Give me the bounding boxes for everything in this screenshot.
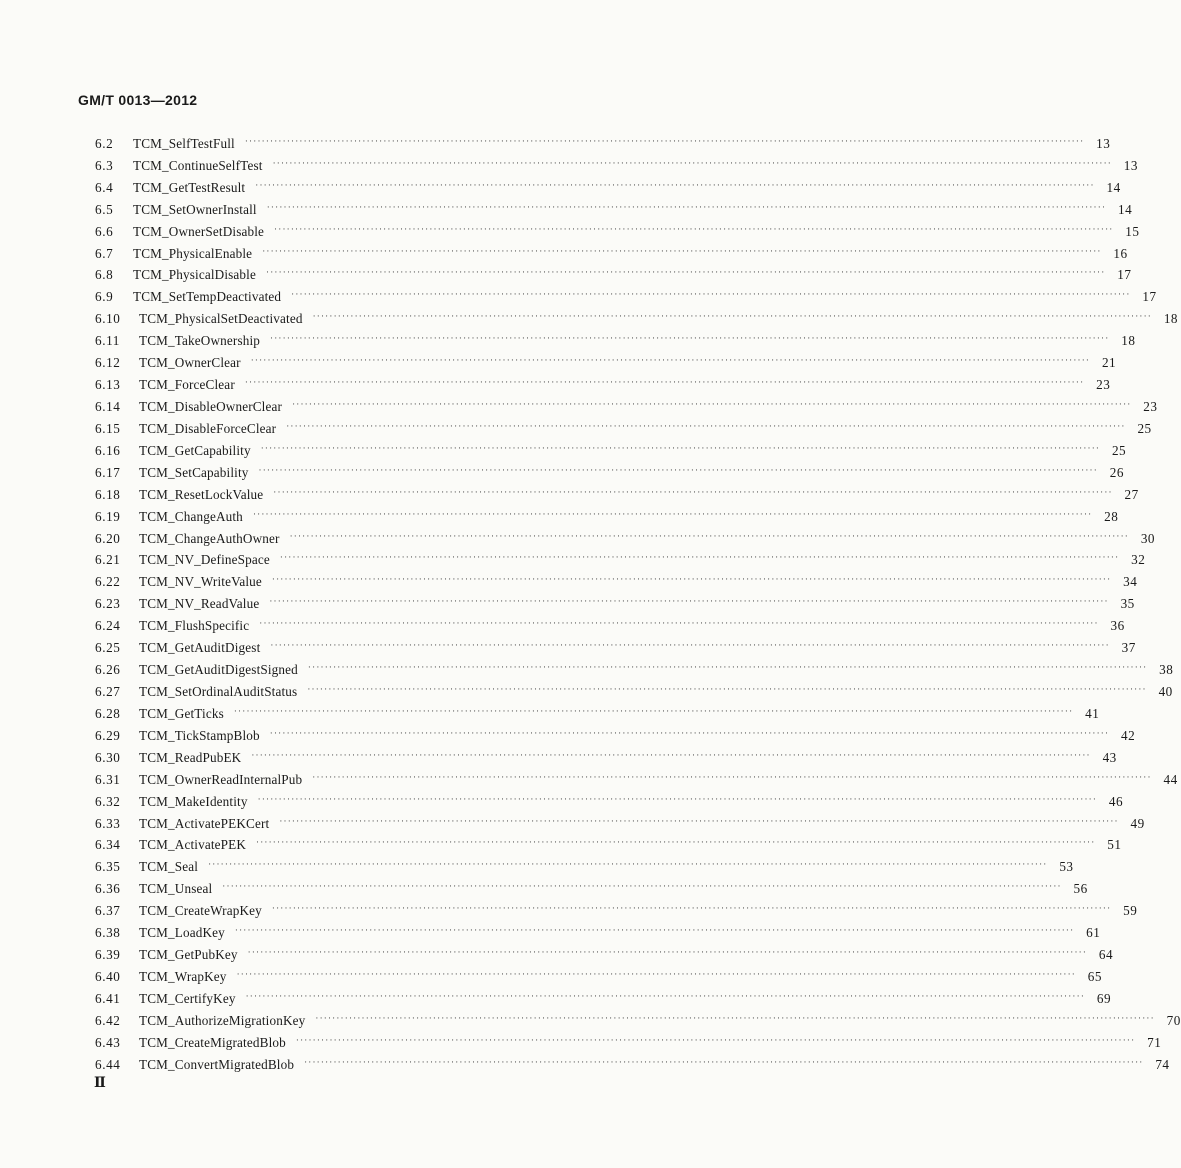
toc-entry-title: TCM_LoadKey	[139, 925, 225, 941]
toc-dot-leader: ········································································································································································································	[262, 245, 1102, 256]
toc-entry-page: 40	[1158, 683, 1173, 699]
toc-entry-title: TCM_PhysicalSetDeactivated	[139, 311, 303, 327]
toc-dot-leader: ········································································································································································································	[250, 355, 1091, 366]
toc-entry	[95, 590, 1135, 612]
toc-entry	[95, 547, 1146, 569]
toc-dot-leader: ········································································································································································································	[271, 903, 1112, 914]
toc-entry-number: 6.8	[95, 267, 114, 283]
toc-entry-page: 23	[1096, 377, 1111, 393]
toc-entry-page: 30	[1140, 530, 1155, 546]
toc-entry	[95, 393, 1158, 415]
toc-entry	[95, 832, 1122, 854]
toc-entry-title: TCM_AuthorizeMigrationKey	[139, 1012, 306, 1028]
toc-entry-number: 6.41	[95, 990, 121, 1006]
toc-entry	[95, 152, 1138, 174]
toc-entry-number: 6.20	[95, 530, 121, 546]
toc-dot-leader: ········································································································································································································	[222, 881, 1062, 892]
toc-entry-page: 25	[1137, 420, 1152, 436]
toc-entry-title: TCM_GetCapability	[139, 442, 251, 458]
toc-entry-page: 44	[1163, 771, 1178, 787]
toc-entry-title: TCM_DisableOwnerClear	[139, 398, 283, 414]
toc-entry-page: 42	[1121, 727, 1136, 743]
toc-dot-leader: ········································································································································································································	[291, 289, 1131, 300]
toc-entry-title: TCM_ContinueSelfTest	[133, 157, 263, 173]
toc-dot-leader: ········································································································································································································	[315, 1012, 1155, 1023]
toc-entry-title: TCM_SetOwnerInstall	[133, 201, 257, 217]
toc-entry	[95, 349, 1117, 371]
toc-entry-page: 26	[1109, 464, 1124, 480]
toc-entry-page: 14	[1117, 201, 1133, 217]
toc-entry-title: TCM_OwnerClear	[139, 355, 241, 371]
toc-dot-leader: ········································································································································································································	[270, 640, 1110, 651]
toc-entry	[95, 919, 1101, 941]
toc-entry-page: 17	[1117, 267, 1132, 283]
toc-entry-title: TCM_Seal	[139, 859, 199, 875]
toc-entry	[95, 174, 1121, 196]
toc-entry-title: TCM_SelfTestFull	[133, 135, 235, 151]
toc-entry-title: TCM_ActivatePEK	[139, 837, 247, 853]
toc-entry-number: 6.4	[95, 179, 114, 195]
toc-entry	[95, 941, 1114, 963]
toc-entry-page: 38	[1159, 662, 1174, 678]
toc-dot-leader: ········································································································································································································	[307, 683, 1147, 694]
toc-entry-number: 6.34	[95, 837, 121, 853]
toc-dot-leader: ········································································································································································································	[307, 662, 1148, 673]
toc-entry-number: 6.38	[95, 925, 121, 941]
toc-dot-leader: ········································································································································································································	[257, 793, 1098, 804]
toc-entry-title: TCM_NV_WriteValue	[139, 574, 262, 590]
toc-entry-number: 6.37	[95, 903, 121, 919]
toc-entry-page: 32	[1131, 552, 1146, 568]
toc-entry-title: TCM_TakeOwnership	[139, 333, 261, 349]
toc-entry	[95, 262, 1132, 284]
toc-entry	[95, 437, 1127, 459]
toc-entry-title: TCM_ChangeAuthOwner	[139, 530, 280, 546]
toc-entry-page: 13	[1096, 135, 1111, 151]
toc-entry-page: 56	[1073, 881, 1088, 897]
toc-entry-title: TCM_GetTestResult	[133, 179, 246, 195]
toc-entry	[95, 568, 1138, 590]
toc-entry-title: TCM_Unseal	[139, 881, 213, 897]
toc-dot-leader: ········································································································································································································	[236, 968, 1076, 979]
toc-entry-title: TCM_MakeIdentity	[139, 793, 248, 809]
toc-entry	[95, 963, 1102, 985]
toc-entry-page: 18	[1121, 333, 1136, 349]
toc-dot-leader: ········································································································································································································	[258, 464, 1098, 475]
toc-entry-title: TCM_PhysicalEnable	[133, 245, 253, 261]
toc-entry-page: 36	[1110, 618, 1125, 634]
toc-entry	[95, 700, 1100, 722]
toc-entry-page: 41	[1085, 705, 1100, 721]
toc-dot-leader: ········································································································································································································	[295, 1034, 1136, 1045]
toc-dot-leader: ········································································································································································································	[233, 705, 1074, 716]
toc-dot-leader: ········································································································································································································	[252, 508, 1093, 519]
toc-entry-page: 51	[1107, 837, 1122, 853]
toc-entry-title: TCM_SetOrdinalAuditStatus	[139, 683, 298, 699]
toc-entry-page: 15	[1125, 223, 1140, 239]
toc-entry-number: 6.39	[95, 947, 121, 963]
toc-entry-number: 6.30	[95, 749, 121, 765]
toc-entry	[95, 656, 1174, 678]
toc-entry	[95, 283, 1157, 305]
toc-dot-leader: ········································································································································································································	[269, 727, 1110, 738]
toc-entry	[95, 327, 1136, 349]
toc-entry-page: 13	[1123, 157, 1138, 173]
toc-entry-number: 6.40	[95, 968, 121, 984]
toc-dot-leader: ········································································································································································································	[292, 398, 1132, 409]
toc-dot-leader: ········································································································································································································	[244, 135, 1085, 146]
toc-entry-number: 6.14	[95, 398, 121, 414]
toc-entry-number: 6.6	[95, 223, 114, 239]
toc-entry-page: 70	[1166, 1012, 1181, 1028]
toc-entry-title: TCM_CreateWrapKey	[139, 903, 262, 919]
toc-entry-page: 65	[1087, 968, 1102, 984]
toc-entry-title: TCM_WrapKey	[139, 968, 227, 984]
toc-entry-number: 6.21	[95, 552, 121, 568]
toc-entry-number: 6.22	[95, 574, 121, 590]
toc-entry-number: 6.19	[95, 508, 121, 524]
toc-entry-number: 6.12	[95, 355, 121, 371]
toc-entry-page: 37	[1121, 640, 1136, 656]
table-of-contents	[95, 130, 1181, 1073]
toc-entry	[95, 305, 1179, 327]
toc-dot-leader: ········································································································································································································	[312, 771, 1152, 782]
toc-entry-number: 6.33	[95, 815, 121, 831]
toc-entry-title: TCM_ConvertMigratedBlob	[139, 1056, 295, 1072]
toc-entry-number: 6.11	[95, 333, 120, 349]
toc-entry-title: TCM_NV_ReadValue	[139, 596, 260, 612]
toc-entry-page: 53	[1059, 859, 1074, 875]
toc-entry	[95, 985, 1112, 1007]
toc-entry	[95, 678, 1173, 700]
toc-entry-number: 6.7	[95, 245, 114, 261]
toc-entry-page: 43	[1102, 749, 1117, 765]
toc-dot-leader: ········································································································································································································	[266, 201, 1107, 212]
toc-dot-leader: ········································································································································································································	[245, 990, 1086, 1001]
toc-entry-title: TCM_SetTempDeactivated	[133, 289, 282, 305]
toc-entry-page: 23	[1143, 398, 1158, 414]
toc-entry	[95, 853, 1074, 875]
toc-dot-leader: ········································································································································································································	[260, 442, 1101, 453]
toc-entry-title: TCM_GetAuditDigestSigned	[139, 662, 298, 678]
toc-entry	[95, 744, 1117, 766]
toc-entry-title: TCM_CertifyKey	[139, 990, 236, 1006]
toc-entry-title: TCM_DisableForceClear	[139, 420, 277, 436]
toc-dot-leader: ········································································································································································································	[256, 837, 1096, 848]
toc-entry	[95, 196, 1133, 218]
toc-entry-number: 6.36	[95, 881, 121, 897]
toc-entry-page: 64	[1098, 947, 1114, 963]
toc-dot-leader: ········································································································································································································	[304, 1056, 1144, 1067]
toc-entry-number: 6.43	[95, 1034, 121, 1050]
toc-entry	[95, 525, 1155, 547]
toc-entry-page: 18	[1163, 311, 1179, 327]
toc-entry-page: 21	[1101, 355, 1117, 371]
toc-entry-number: 6.26	[95, 662, 121, 678]
toc-entry-title: TCM_OwnerSetDisable	[133, 223, 265, 239]
toc-entry	[95, 481, 1139, 503]
toc-entry-number: 6.32	[95, 793, 121, 809]
toc-entry	[95, 1051, 1170, 1073]
toc-dot-leader: ········································································································································································································	[247, 947, 1088, 958]
toc-entry-number: 6.3	[95, 157, 114, 173]
toc-entry-page: 34	[1123, 574, 1138, 590]
toc-entry-title: TCM_PhysicalDisable	[133, 267, 256, 283]
toc-dot-leader: ········································································································································································································	[271, 574, 1112, 585]
toc-entry-page: 25	[1111, 442, 1127, 458]
toc-entry-number: 6.2	[95, 135, 114, 151]
toc-entry-page: 17	[1142, 289, 1157, 305]
toc-entry-page: 14	[1106, 179, 1121, 195]
toc-entry-number: 6.10	[95, 311, 121, 327]
toc-entry-number: 6.25	[95, 640, 121, 656]
toc-entry-page: 49	[1130, 815, 1145, 831]
toc-entry-page: 35	[1120, 596, 1135, 612]
toc-entry-number: 6.13	[95, 377, 121, 393]
toc-entry-number: 6.44	[95, 1056, 121, 1072]
toc-entry	[95, 612, 1125, 634]
toc-entry-number: 6.9	[95, 289, 114, 305]
toc-entry-number: 6.42	[95, 1012, 121, 1028]
toc-entry-title: TCM_ChangeAuth	[139, 508, 243, 524]
toc-dot-leader: ········································································································································································································	[273, 486, 1113, 497]
toc-entry-title: TCM_FlushSpecific	[139, 618, 250, 634]
toc-dot-leader: ········································································································································································································	[266, 267, 1106, 278]
toc-dot-leader: ········································································································································································································	[312, 311, 1153, 322]
toc-entry-number: 6.5	[95, 201, 114, 217]
toc-dot-leader: ········································································································································································································	[289, 530, 1129, 541]
toc-entry-title: TCM_OwnerReadInternalPub	[139, 771, 303, 787]
toc-dot-leader: ········································································································································································································	[270, 333, 1110, 344]
toc-entry-number: 6.29	[95, 727, 121, 743]
toc-entry-number: 6.16	[95, 442, 121, 458]
toc-entry	[95, 130, 1111, 152]
toc-dot-leader: ········································································································································································································	[274, 223, 1114, 234]
toc-entry-title: TCM_ReadPubEK	[139, 749, 242, 765]
toc-entry	[95, 371, 1111, 393]
toc-dot-leader: ········································································································································································································	[255, 179, 1095, 190]
toc-entry-title: TCM_GetAuditDigest	[139, 640, 261, 656]
toc-entry-page: 28	[1104, 508, 1119, 524]
toc-dot-leader: ········································································································································································································	[279, 815, 1119, 826]
toc-entry-number: 6.31	[95, 771, 121, 787]
toc-entry-page: 61	[1086, 925, 1101, 941]
toc-entry	[95, 240, 1128, 262]
toc-dot-leader: ········································································································································································································	[279, 552, 1120, 563]
toc-entry-page: 27	[1124, 486, 1139, 502]
toc-dot-leader: ········································································································································································································	[244, 377, 1085, 388]
toc-dot-leader: ········································································································································································································	[272, 157, 1112, 168]
toc-entry-number: 6.18	[95, 486, 121, 502]
toc-dot-leader: ········································································································································································································	[208, 859, 1048, 870]
toc-dot-leader: ········································································································································································································	[251, 749, 1091, 760]
toc-entry-title: TCM_CreateMigratedBlob	[139, 1034, 286, 1050]
toc-entry-page: 16	[1113, 245, 1128, 261]
toc-entry-page: 59	[1123, 903, 1138, 919]
toc-entry-number: 6.28	[95, 705, 121, 721]
toc-entry-title: TCM_NV_DefineSpace	[139, 552, 270, 568]
toc-entry-title: TCM_SetCapability	[139, 464, 249, 480]
toc-entry-number: 6.24	[95, 618, 121, 634]
toc-entry	[95, 875, 1088, 897]
toc-entry-page: 46	[1108, 793, 1124, 809]
toc-entry-page: 74	[1155, 1056, 1170, 1072]
document-id-header: GM/T 0013—2012	[78, 92, 198, 108]
toc-entry-title: TCM_GetTicks	[139, 705, 224, 721]
toc-entry-number: 6.23	[95, 596, 121, 612]
toc-dot-leader: ········································································································································································································	[259, 618, 1099, 629]
toc-dot-leader: ········································································································································································································	[286, 420, 1126, 431]
toc-entry	[95, 415, 1152, 437]
toc-entry	[95, 788, 1124, 810]
toc-entry-title: TCM_ForceClear	[139, 377, 235, 393]
toc-entry-number: 6.15	[95, 420, 121, 436]
toc-entry	[95, 634, 1136, 656]
toc-entry-page: 71	[1147, 1034, 1162, 1050]
toc-entry	[95, 503, 1119, 525]
toc-entry-title: TCM_ActivatePEKCert	[139, 815, 270, 831]
toc-dot-leader: ········································································································································································································	[269, 596, 1109, 607]
toc-entry	[95, 218, 1140, 240]
toc-entry-title: TCM_ResetLockValue	[139, 486, 264, 502]
toc-entry	[95, 810, 1145, 832]
toc-entry	[95, 722, 1136, 744]
toc-entry	[95, 897, 1138, 919]
toc-entry-number: 6.35	[95, 859, 121, 875]
toc-entry-title: TCM_TickStampBlob	[139, 727, 260, 743]
toc-entry-title: TCM_GetPubKey	[139, 947, 238, 963]
toc-entry-number: 6.17	[95, 464, 121, 480]
toc-dot-leader: ········································································································································································································	[234, 925, 1075, 936]
toc-entry-page: 69	[1096, 990, 1112, 1006]
page-number-footer: Ⅱ	[94, 1076, 106, 1091]
toc-entry	[95, 766, 1178, 788]
toc-entry	[95, 1007, 1181, 1029]
toc-entry	[95, 459, 1124, 481]
toc-entry	[95, 1029, 1162, 1051]
toc-entry-number: 6.27	[95, 683, 121, 699]
